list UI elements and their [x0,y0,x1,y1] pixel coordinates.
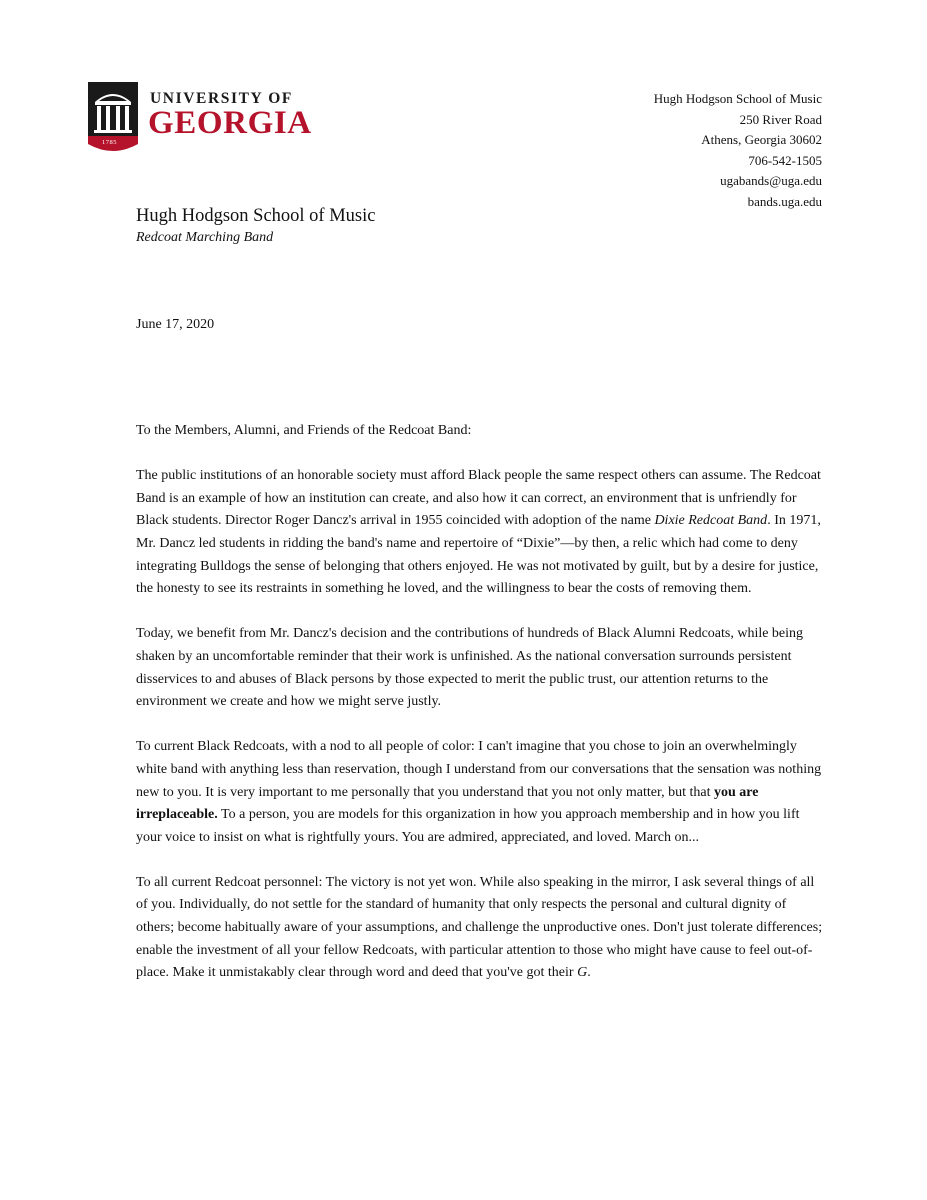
department-heading: Hugh Hodgson School of Music [136,206,376,226]
address-email: ugabands@uga.edu [720,173,822,188]
address-school: Hugh Hodgson School of Music [653,91,822,106]
paragraph-2: Today, we benefit from Mr. Dancz's decision and the contributions of hundreds of Black Alumni Redcoats, while being shaken by an uncomfortable reminder that their work is unfinished. As the national conversation surrounds persistent disservices to and abuses of Black persons by those expected to merit the public trust, our attention returns to the environment we create and how we might serve justly. [136,626,804,710]
logo-line-1: UNIVERSITY OF [150,90,293,107]
paragraph-4-text-b: . [587,965,591,981]
paragraph-4-italic: G [577,965,588,981]
paragraph-1-text-a: The public institutions of an honorable society must afford Black people the same respect others can assume. The Redcoat Band is an example of how an institution can create, and also how it can correct, an environment that is unfriendly for Black students. Director Roger Dancz's arrival in 1955 coincided with adoption of the name [136,468,821,529]
address-city: Athens, Georgia 30602 [701,132,822,147]
letter-date: June 17, 2020 [136,317,215,332]
paragraph-1-italic: Dixie Redcoat Band [654,513,768,529]
paragraph-1-text-b: . In 1971, Mr. Dancz led students in ridding the band's name and repertoire of “Dixie”—by then, a relic which had come to deny integrating Bulldogs the sense of belonging that others enjoyed. He was not motivated by guilt, but by a desire for justice, the honesty to see its restraints in something he loved, and the willingness to bear the costs of removing them. [136,513,821,597]
address-block [654,89,822,212]
paragraph-1 [136,465,826,601]
paragraph-3-text-a: To current Black Redcoats, with a nod to all people of color: I can't imagine that you chose to join an overwhelmingly white band with anything less than reservation, though I understand from our conversations that the sensation was nothing new to you. It is very important to me personally that you understand that you not only matter, but that [136,739,822,800]
seal-year: 1785 [102,139,117,146]
paragraph-3-bold: you are irreplaceable. [136,784,759,823]
unit-subheading: Redcoat Marching Band [136,230,274,245]
address-street: 250 River Road [739,111,822,127]
paragraph-4-text-a: To all current Redcoat personnel: The victory is not yet won. While also speaking in the mirror, I ask several things of all of you. Individually, do not settle for the standard of humanity that only respects the personal and cultural dignity of others; become habitually aware of your assumptions, and challenge the unproductive ones. Don't just tolerate differences; enable the investment of all your fellow Redcoats, with particular attention to those who might have cause to feel out-of-place. Make it unmistakably clear through word and deed that you've got their [136,874,823,981]
address-phone: 706-542-1505 [748,152,822,168]
paragraph-3-text-b: To a person, you are models for this organization in how you approach membership and in how you lift your voice to insist on what is rightfully yours. You are admired, appreciated, and loved. March on... [136,807,800,845]
address-website: bands.uga.edu [747,193,822,209]
paragraph-4 [136,872,826,985]
letter-body [136,420,826,1007]
salutation: To the Members, Alumni, and Friends of the Redcoat Band: [136,423,472,438]
paragraph-3 [136,736,826,849]
university-logo [88,82,318,158]
logo-line-2: GEORGIA [148,105,312,141]
